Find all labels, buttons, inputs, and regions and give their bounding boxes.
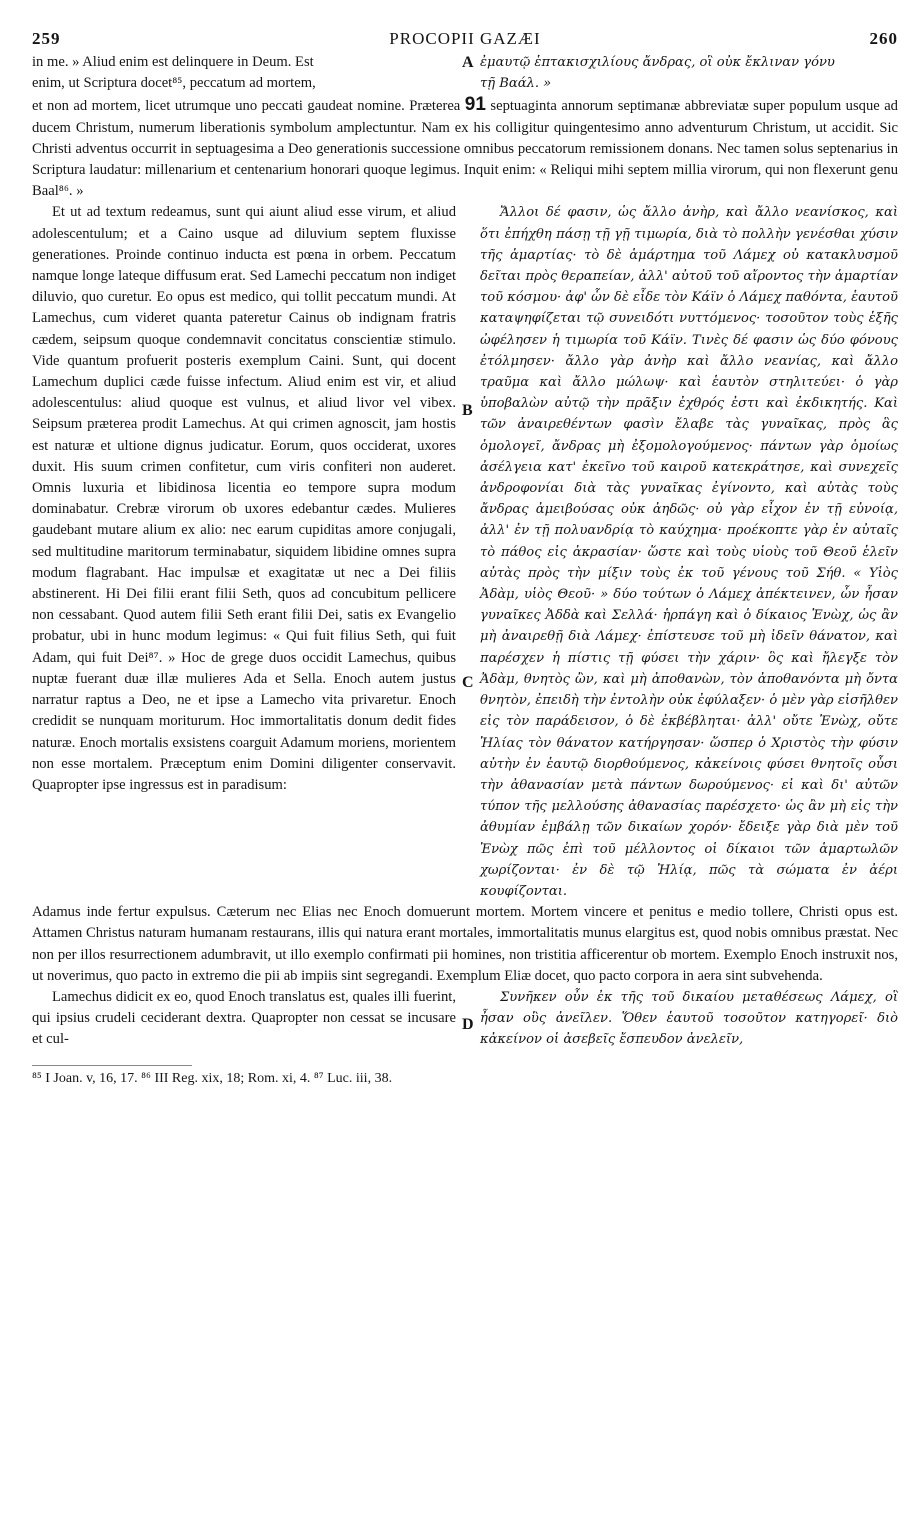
full-width-paragraph-top bbox=[32, 94, 898, 202]
margin-marker-a: A bbox=[462, 54, 474, 71]
bottom-parallel-columns bbox=[32, 987, 898, 1051]
page-number-left: 259 bbox=[32, 29, 61, 48]
greek-column bbox=[480, 202, 898, 902]
bottom-greek-text: Συνῆκεν οὖν ἐκ τῆς τοῦ δικαίου μεταθέσεως Λάμεχ, οἳ ἦσαν οὓς ἀνεῖλεν. Ὅθεν ἑαυτοῦ τοσοῦτον κατηγορεῖ· διὸ κἀκείνον οἱ ἀσεβεῖς ἔσπευδον ἀνελεῖν, bbox=[480, 989, 898, 1048]
top-greek-line-2: τῇ Βαάλ. » bbox=[480, 76, 552, 92]
section-markers bbox=[457, 202, 479, 1034]
bottom-latin-text: Lamechus didicit ex eo, quod Enoch translatus est, quales illi fuerint, qui ipsius crudeli ceciderant dextra. Quapropter non cessat se incusare et cul- bbox=[32, 988, 456, 1048]
top-parallel-lines bbox=[32, 52, 898, 94]
bottom-gutter bbox=[457, 987, 479, 1051]
top-text-a: et non ad mortem, licet utrumque uno peccati gaudeat nomine. Præterea bbox=[32, 98, 461, 115]
footnote-line: ⁸⁵ I Joan. v, 16, 17. ⁸⁶ III Reg. xix, 18; Rom. xi, 4. ⁸⁷ Luc. iii, 38. bbox=[32, 1070, 393, 1086]
margin-marker-d: D bbox=[462, 1016, 474, 1034]
footnotes bbox=[32, 1065, 898, 1089]
column-number: 91 bbox=[464, 94, 486, 116]
latin-column-text: Et ut ad textum redeamus, sunt qui aiunt aliud esse virum, et aliud adolescentulum; et a Caino usque ad diluvium septem fluxisse generationes. Proinde continuo inducta est pœna in orbem. Peccatum namque longe lateque diffusum erat. Sed Lamechi peccatum non indiget diluvio, quo curetur. Eo opus est medico, qui tollit peccatum mundi. At Lamechus, cum videret quanta pateretur Cainus ob indignam fratris cædem, seipsum quoque condemnavit concitatus conscientiæ stimulo. Vide quantum profuerit posteris exemplum Caini. Sunt, qui docent Lamechum duplici cæde fuisse infectum. Aliud enim est vir, et aliud adolescentulus: aliud quoque est vulnus, et aliud livor vel vibex. Seipsum præterea prodit Lamechus. At qui crimen agnoscit, jam hostis est naturæ et ultione dignus judicatur. Eorum, quos occiderat, uxores duxit. His suum crimen confitetur, cum viris confiteri non auderet. Omnis luxuria et libidinosa licentia eo tempore supra modum dominabatur. Crebræ virorum ob uxores edebantur cædes. Mulieres gaudebant mutare alium ex alio: nec earum cupiditas amore conjugali, sed multitudine maritorum terminabatur, siquidem libidine omnes supra modum flagrabant. Hac impulsæ et exagitatæ ut nec a Dei filiis abstinerent. Hi Dei filii erant filii Seth, quos ad concubitum pellicere non cessabant. Quod autem filii Seth erant filii Dei, satis ex Evangelio probatur, ubi in hunc modum legimus: « Qui fuit filius Seth, qui fuit Adam, qui fuit Dei⁸⁷. » Hoc de grege duos occidit Lamechus, quibus nuptæ fuerant duæ illæ mulieres Ada et Sella. Enoch autem justus narratur raptus a Deo, ne et ipse a Lamecho vita privaretur. Enoch credidit se nunquam moriturum. Hoc immortalitatis donum dedit fides naturæ. Enoch mortalis exsistens coarguit Adamum moriens, morientem non esse mortalem. Præceptum enim Domini diligenter conservavit. Quapropter ipse ingressus est in paradisum: bbox=[32, 204, 456, 793]
running-title: PROCOPII GAZÆI bbox=[389, 29, 541, 48]
full-width-paragraph-middle: Adamus inde fertur expulsus. Cæterum nec Elias nec Enoch domuerunt mortem. Mortem vincere et penitus e medio tollere, Christi opus est. Attamen Christus naturam humanam restaurans, illis qui natura erant mortales, immortalitatis munus elargitus est, quod nobis omnibus præstat. Nec non per illos resurrectionem adumbravit, ut illo exemplo confirmati pii homines, non tristitia afficerentur ob mortem. Exemplo Enoch instruxit nos, ut noverimus, quo pacto in extremo die pii ab impiis sint segregandi. Exemplum Eliæ docet, quo pacto corpora in aera sint subvehenda. bbox=[32, 904, 898, 984]
margin-marker-column bbox=[457, 52, 479, 94]
bottom-latin-column bbox=[32, 987, 456, 1051]
top-latin-line-1: in me. » Aliud enim est delinquere in Deum. Est bbox=[32, 54, 314, 70]
top-latin-lines bbox=[32, 52, 456, 94]
top-greek-lines bbox=[480, 52, 898, 94]
top-latin-line-2: enim, ut Scriptura docet⁸⁵, peccatum ad mortem, bbox=[32, 75, 316, 92]
top-text-b: septuaginta annorum septimanæ abbreviatæ super populum usque ad ducem Christum, numerum liberationis symbolum amplectuntur. Nam ex his colligitur quingentesimo anno adventurum Christum, ut accidit. Sic Christi adventus occurrit in septuagesima a Deo generationis successione omnibus peccatorum remissionem donans. Nec tamen solus septenarius in Scriptura laudatur: millenarium et centenarium honorari quoque legimus. Inquit enim: « Reliqui mihi septem millia virorum, qui non flexerunt genu Baal⁸⁶. » bbox=[32, 98, 898, 200]
margin-marker-c: C bbox=[462, 674, 474, 692]
greek-column-text: Ἄλλοι δέ φασιν, ὡς ἄλλο ἀνὴρ, καὶ ἄλλο νεανίσκος, καὶ ὅτι ἐπήχθη πάσῃ τῇ γῇ τιμωρία, διὰ τὸ πολλὴν γενέσθαι χύσιν τῆς ἁμαρτίας· τὸ δὲ ἁμάρτημα τοῦ Λάμεχ οὐ κατακλυσμοῦ δεῖται πρὸς θεραπείαν, ἀλλ' αὐτοῦ τοῦ αἴροντος τὴν ἁμαρτίαν τοῦ κόσμου· ἀφ' ὧν δὲ εἶδε τὸν Κάϊν ὁ Λάμεχ παθόντα, ἑαυτοῦ καταψηφίζεται τῷ συνειδότι νυττόμενος· τοσοῦτον τοὺς ἑξῆς ὠφέλησεν ἡ τιμωρία τοῦ Κάϊν. Τινὲς δέ φασιν ὡς δύο φόνους ἐτόλμησεν· ἄλλο γὰρ ἀνὴρ καὶ ἄλλο νεανίας, καὶ ἄλλο τραῦμα καὶ ἄλλο μώλωψ· καὶ ἑαυτὸν στηλιτεύει· ὁ γὰρ ὑποβαλὼν αὐτῷ τὴν πρᾶξιν ἐχθρός ἐστι καὶ ἐκδικητής. Καὶ τῶν ἀναιρεθέντων φασὶν ἔλαβε τὰς γυναῖκας, πρὸς ἃς ὁμολογεῖ, ἄνδρας μὴ ἐξομολογούμενος· πάντων γὰρ ὁμοίως ἀσέλγεια κατ' ἐκεῖνο τοῦ καιροῦ κατεκράτησε, καὶ συνεχεῖς ἀνδροφονίαι διὰ τὰς γυναῖκας ἐγίνοντο, καὶ αὐτὰς τοὺς ἄνδρας ἀμειβούσας οὐκ ἀηδῶς· οὐ γὰρ εἶχον ἐν τῇ εὐνοίᾳ, ἀλλ' ἐν τῇ πολυανδρίᾳ τὸ καύχημα· προέκοπτε γὰρ ἐν αὐταῖς τὸ πάθος εἰς ἀκρασίαν· ὥστε καὶ τοὺς υἱοὺς τοῦ Θεοῦ ἑλεῖν αὐτὰς πρὸς τὴν μίξιν τοὺς ἐκ τοῦ γένους τοῦ Σήθ. « Υἱὸς Ἀδὰμ, υἱὸς Θεοῦ· » δύο τούτων ὁ Λάμεχ ἀπέκτεινεν, ὧν ἦσαν γυναῖκες Ἀδδὰ καὶ Σελλά· ἡρπάγη καὶ ὁ δίκαιος Ἐνὼχ, ὡς ἂν μὴ ἀναιρεθῇ διὰ Λάμεχ· ἐπίστευσε τοῦ μὴ ἰδεῖν θάνατον, καὶ παρέσχεν ἡ πίστις τῇ φύσει τὴν χάριν· ὃς καὶ ἤλεγξε τὸν Ἀδὰμ, θνητὸς ὢν, καὶ μὴ ἀποθανὼν, τὸν ἀποθανόντα μὴ ὄντα θνητὸν, ἐπειδὴ τὴν ἐντολὴν οὐκ ἐφύλαξεν· ὁ μὲν γὰρ εἰσῆλθεν εἰς τὸν παράδεισον, ὁ δὲ ἐκβέβληται· ἀλλ' οὔτε Ἐνὼχ, οὔτε Ἠλίας τὸν θάνατον κατήργησαν· ὥσπερ ὁ Χριστὸς τὴν φύσιν αὐτὴν ἐν ἑαυτῷ διορθούμενος, κἀκείνοις φύσει θνητοῖς οὖσι τὴν ἀθανασίαν μετὰ πάντων δωρούμενος· εἰ καὶ δι' αὐτῶν τύπον τῆς μελλούσης ἀθανασίας παρέσχετο· ὡς ἂν μὴ εἰς τὴν ἀθυμίαν ἐμβάλῃ τῶν δικαίων χορόν· ἔδειξε γὰρ διὰ μὲν τοῦ Ἐνὼχ πῶς ἐπὶ τοῦ μέλλοντος οἱ δίκαιοι τῶν ἁμαρτωλῶν χωρίζονται· ἐν δὲ τῷ Ἠλίᾳ, πῶς τὰ σώματα ἐν ἀέρι κουφίζονται. bbox=[480, 205, 898, 899]
margin-marker-b: B bbox=[462, 402, 473, 420]
top-greek-line-1: ἐμαυτῷ ἑπτακισχιλίους ἄνδρας, οἳ οὐκ ἔκλιναν γόνυ bbox=[480, 55, 835, 70]
running-head bbox=[32, 28, 898, 52]
bottom-greek-column bbox=[480, 987, 898, 1051]
footnote-rule bbox=[32, 1065, 192, 1066]
page-number-right: 260 bbox=[869, 29, 898, 48]
latin-column bbox=[32, 202, 456, 902]
